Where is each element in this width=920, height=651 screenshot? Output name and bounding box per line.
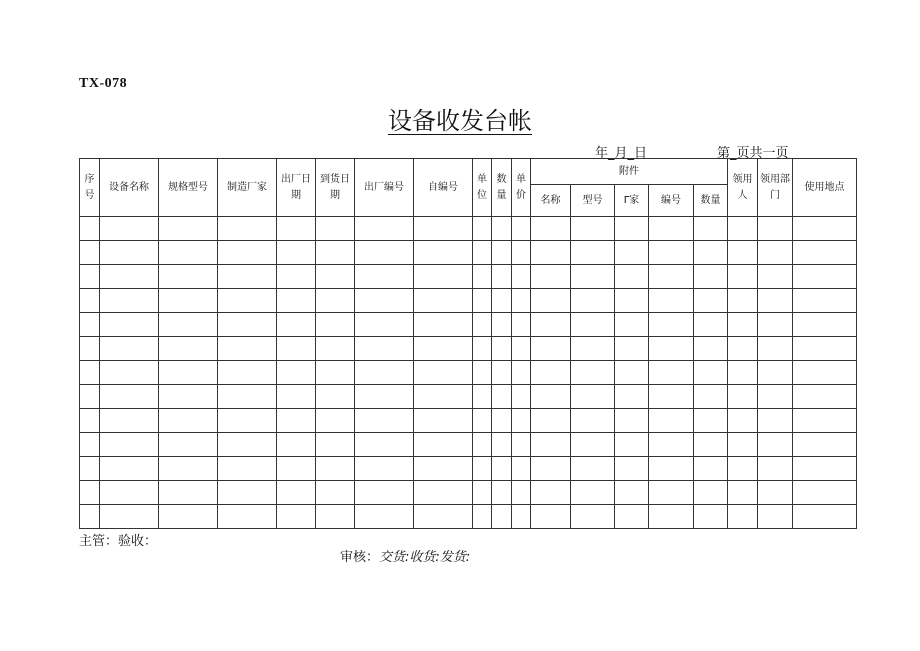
header-receiver: 领用人 <box>728 159 758 217</box>
table-cell[interactable] <box>758 457 793 481</box>
page-title <box>0 101 920 136</box>
table-cell[interactable] <box>159 433 218 457</box>
table-cell[interactable] <box>218 481 277 505</box>
header-equipment-name: 设备名称 <box>100 159 159 217</box>
header-location: 使用地点 <box>793 159 857 217</box>
table-cell[interactable] <box>492 289 512 313</box>
table-cell[interactable] <box>316 337 355 361</box>
table-cell[interactable] <box>758 385 793 409</box>
header-self-number: 自编号 <box>414 159 473 217</box>
table-cell[interactable] <box>615 505 649 529</box>
table-cell[interactable] <box>473 505 492 529</box>
table-cell[interactable] <box>694 313 728 337</box>
table-cell[interactable] <box>355 457 414 481</box>
table-cell[interactable] <box>473 241 492 265</box>
table-cell[interactable] <box>218 265 277 289</box>
table-cell[interactable] <box>492 337 512 361</box>
table-cell[interactable] <box>80 337 100 361</box>
table-cell[interactable] <box>218 457 277 481</box>
table-cell[interactable] <box>277 289 316 313</box>
footer-roles: 交货:收货:发货: <box>379 550 471 565</box>
table-cell[interactable] <box>728 265 758 289</box>
table-cell[interactable] <box>531 361 571 385</box>
table-cell[interactable] <box>355 289 414 313</box>
table-cell[interactable] <box>159 385 218 409</box>
table-cell[interactable] <box>159 217 218 241</box>
table-cell[interactable] <box>277 241 316 265</box>
table-cell[interactable] <box>100 505 159 529</box>
page-title-text: 设备收发台帐 <box>388 107 532 135</box>
table-cell[interactable] <box>414 217 473 241</box>
table-cell[interactable] <box>531 433 571 457</box>
table-cell[interactable] <box>80 481 100 505</box>
table-cell[interactable] <box>615 289 649 313</box>
table-cell[interactable] <box>414 313 473 337</box>
table-cell[interactable] <box>492 313 512 337</box>
table-cell[interactable] <box>512 241 531 265</box>
table-cell[interactable] <box>414 409 473 433</box>
header-arrival-date: 到货日期 <box>316 159 355 217</box>
table-cell[interactable] <box>571 289 615 313</box>
date-line: 年_月_日 <box>595 146 648 161</box>
table-cell[interactable] <box>80 265 100 289</box>
table-cell[interactable] <box>277 409 316 433</box>
table-cell[interactable] <box>80 457 100 481</box>
table-cell[interactable] <box>694 409 728 433</box>
table-cell[interactable] <box>512 361 531 385</box>
table-cell[interactable] <box>355 505 414 529</box>
table-cell[interactable] <box>571 457 615 481</box>
table-cell[interactable] <box>649 457 694 481</box>
table-cell[interactable] <box>414 337 473 361</box>
table-cell[interactable] <box>159 289 218 313</box>
table-cell[interactable] <box>492 241 512 265</box>
table-cell[interactable] <box>615 265 649 289</box>
table-cell[interactable] <box>355 433 414 457</box>
table-cell[interactable] <box>473 217 492 241</box>
table-cell[interactable] <box>80 433 100 457</box>
table-cell[interactable] <box>615 385 649 409</box>
table-cell[interactable] <box>793 289 857 313</box>
table-cell[interactable] <box>728 241 758 265</box>
table-cell[interactable] <box>100 385 159 409</box>
table-cell[interactable] <box>277 457 316 481</box>
table-cell[interactable] <box>728 361 758 385</box>
table-cell[interactable] <box>615 241 649 265</box>
table-cell[interactable] <box>571 433 615 457</box>
table-cell[interactable] <box>218 289 277 313</box>
table-cell[interactable] <box>100 433 159 457</box>
table-cell[interactable] <box>100 481 159 505</box>
table-cell[interactable] <box>80 289 100 313</box>
table-cell[interactable] <box>316 241 355 265</box>
table-cell[interactable] <box>512 313 531 337</box>
table-row <box>80 505 857 529</box>
table-cell[interactable] <box>80 217 100 241</box>
table-cell[interactable] <box>492 481 512 505</box>
table-cell[interactable] <box>694 217 728 241</box>
table-cell[interactable] <box>414 361 473 385</box>
header-acc-model: 型号 <box>571 185 615 217</box>
table-cell[interactable] <box>649 361 694 385</box>
table-cell[interactable] <box>355 481 414 505</box>
table-cell[interactable] <box>473 361 492 385</box>
table-cell[interactable] <box>512 289 531 313</box>
table-cell[interactable] <box>414 289 473 313</box>
ledger-table <box>79 158 857 529</box>
table-cell[interactable] <box>694 289 728 313</box>
table-cell[interactable] <box>793 385 857 409</box>
table-cell[interactable] <box>793 457 857 481</box>
table-cell[interactable] <box>649 409 694 433</box>
footer-reviewer-label: 审核： <box>340 550 380 565</box>
table-cell[interactable] <box>571 385 615 409</box>
header-acc-name: 名称 <box>531 185 571 217</box>
table-row <box>80 313 857 337</box>
table-row <box>80 361 857 385</box>
table-cell[interactable] <box>473 385 492 409</box>
table-cell[interactable] <box>615 433 649 457</box>
table-row <box>80 385 857 409</box>
ledger-body <box>80 217 857 529</box>
table-cell[interactable] <box>728 457 758 481</box>
table-cell[interactable] <box>355 361 414 385</box>
table-cell[interactable] <box>355 337 414 361</box>
table-cell[interactable] <box>473 433 492 457</box>
table-cell[interactable] <box>159 265 218 289</box>
table-cell[interactable] <box>277 385 316 409</box>
table-cell[interactable] <box>414 505 473 529</box>
table-cell[interactable] <box>531 457 571 481</box>
table-cell[interactable] <box>277 433 316 457</box>
table-cell[interactable] <box>758 241 793 265</box>
header-receiving-dept: 领用部门 <box>758 159 793 217</box>
table-cell[interactable] <box>793 409 857 433</box>
table-cell[interactable] <box>355 217 414 241</box>
table-cell[interactable] <box>531 409 571 433</box>
table-cell[interactable] <box>159 361 218 385</box>
table-cell[interactable] <box>414 481 473 505</box>
table-cell[interactable] <box>694 385 728 409</box>
header-acc-quantity: 数量 <box>694 185 728 217</box>
table-cell[interactable] <box>355 241 414 265</box>
table-cell[interactable] <box>793 241 857 265</box>
table-cell[interactable] <box>571 409 615 433</box>
table-cell[interactable] <box>316 505 355 529</box>
table-cell[interactable] <box>649 337 694 361</box>
table-cell[interactable] <box>571 241 615 265</box>
table-cell[interactable] <box>694 265 728 289</box>
table-cell[interactable] <box>473 313 492 337</box>
table-cell[interactable] <box>316 313 355 337</box>
table-cell[interactable] <box>512 505 531 529</box>
table-cell[interactable] <box>758 409 793 433</box>
table-cell[interactable] <box>277 217 316 241</box>
header-acc-factory: Γ家 <box>615 185 649 217</box>
table-cell[interactable] <box>159 409 218 433</box>
table-cell[interactable] <box>728 481 758 505</box>
table-row <box>80 457 857 481</box>
table-cell[interactable] <box>218 433 277 457</box>
table-cell[interactable] <box>531 337 571 361</box>
table-cell[interactable] <box>80 241 100 265</box>
header-spec-model: 规格型号 <box>159 159 218 217</box>
table-cell[interactable] <box>649 313 694 337</box>
table-cell[interactable] <box>492 385 512 409</box>
table-cell[interactable] <box>728 313 758 337</box>
table-cell[interactable] <box>758 313 793 337</box>
table-cell[interactable] <box>218 313 277 337</box>
table-cell[interactable] <box>316 385 355 409</box>
header-ship-date: 出厂日期 <box>277 159 316 217</box>
table-cell[interactable] <box>316 217 355 241</box>
table-cell[interactable] <box>492 361 512 385</box>
table-cell[interactable] <box>100 241 159 265</box>
table-cell[interactable] <box>615 409 649 433</box>
table-cell[interactable] <box>492 217 512 241</box>
table-cell[interactable] <box>100 337 159 361</box>
form-code: TX-078 <box>79 76 128 91</box>
table-cell[interactable] <box>758 433 793 457</box>
header-seq: 序号 <box>80 159 100 217</box>
table-cell[interactable] <box>100 217 159 241</box>
table-cell[interactable] <box>414 265 473 289</box>
table-cell[interactable] <box>218 385 277 409</box>
table-cell[interactable] <box>649 385 694 409</box>
table-row <box>80 289 857 313</box>
table-cell[interactable] <box>649 217 694 241</box>
table-row <box>80 337 857 361</box>
table-cell[interactable] <box>159 313 218 337</box>
table-cell[interactable] <box>615 217 649 241</box>
table-cell[interactable] <box>355 385 414 409</box>
table-cell[interactable] <box>159 241 218 265</box>
table-cell[interactable] <box>277 313 316 337</box>
table-cell[interactable] <box>218 505 277 529</box>
table-cell[interactable] <box>793 337 857 361</box>
table-cell[interactable] <box>758 505 793 529</box>
table-cell[interactable] <box>571 361 615 385</box>
table-cell[interactable] <box>694 361 728 385</box>
table-cell[interactable] <box>277 481 316 505</box>
table-cell[interactable] <box>758 481 793 505</box>
table-row <box>80 433 857 457</box>
table-cell[interactable] <box>316 433 355 457</box>
table-cell[interactable] <box>512 433 531 457</box>
table-cell[interactable] <box>758 217 793 241</box>
table-cell[interactable] <box>277 265 316 289</box>
table-cell[interactable] <box>100 289 159 313</box>
table-cell[interactable] <box>728 505 758 529</box>
table-cell[interactable] <box>694 505 728 529</box>
table-cell[interactable] <box>316 409 355 433</box>
header-unit: 单位 <box>473 159 492 217</box>
table-cell[interactable] <box>159 481 218 505</box>
table-cell[interactable] <box>100 361 159 385</box>
table-cell[interactable] <box>649 481 694 505</box>
table-cell[interactable] <box>159 457 218 481</box>
table-cell[interactable] <box>218 217 277 241</box>
table-cell[interactable] <box>512 457 531 481</box>
table-row <box>80 217 857 241</box>
table-cell[interactable] <box>571 217 615 241</box>
table-cell[interactable] <box>615 361 649 385</box>
table-cell[interactable] <box>80 409 100 433</box>
table-cell[interactable] <box>355 409 414 433</box>
table-cell[interactable] <box>512 409 531 433</box>
table-cell[interactable] <box>277 505 316 529</box>
table-cell[interactable] <box>473 409 492 433</box>
table-cell[interactable] <box>649 265 694 289</box>
table-cell[interactable] <box>316 265 355 289</box>
table-cell[interactable] <box>512 217 531 241</box>
table-cell[interactable] <box>694 457 728 481</box>
table-cell[interactable] <box>316 289 355 313</box>
table-cell[interactable] <box>100 265 159 289</box>
table-cell[interactable] <box>615 481 649 505</box>
table-cell[interactable] <box>649 241 694 265</box>
table-cell[interactable] <box>80 505 100 529</box>
table-cell[interactable] <box>571 337 615 361</box>
table-cell[interactable] <box>414 457 473 481</box>
table-cell[interactable] <box>277 361 316 385</box>
table-row <box>80 241 857 265</box>
table-cell[interactable] <box>100 409 159 433</box>
header-quantity: 数量 <box>492 159 512 217</box>
table-row <box>80 409 857 433</box>
table-cell[interactable] <box>758 265 793 289</box>
table-cell[interactable] <box>793 505 857 529</box>
table-cell[interactable] <box>758 337 793 361</box>
table-cell[interactable] <box>531 265 571 289</box>
table-cell[interactable] <box>531 289 571 313</box>
table-cell[interactable] <box>159 505 218 529</box>
table-cell[interactable] <box>531 313 571 337</box>
header-manufacturer: 制造厂家 <box>218 159 277 217</box>
header-unit-price: 单价 <box>512 159 531 217</box>
table-cell[interactable] <box>728 337 758 361</box>
header-acc-number: 编号 <box>649 185 694 217</box>
table-cell[interactable] <box>100 457 159 481</box>
table-cell[interactable] <box>531 217 571 241</box>
table-cell[interactable] <box>316 457 355 481</box>
table-cell[interactable] <box>728 433 758 457</box>
table-cell[interactable] <box>793 313 857 337</box>
table-cell[interactable] <box>758 289 793 313</box>
table-cell[interactable] <box>473 481 492 505</box>
table-cell[interactable] <box>615 457 649 481</box>
table-cell[interactable] <box>492 505 512 529</box>
table-cell[interactable] <box>728 217 758 241</box>
table-cell[interactable] <box>793 481 857 505</box>
table-cell[interactable] <box>512 385 531 409</box>
table-cell[interactable] <box>571 313 615 337</box>
table-cell[interactable] <box>316 481 355 505</box>
table-cell[interactable] <box>492 433 512 457</box>
table-cell[interactable] <box>571 265 615 289</box>
table-cell[interactable] <box>492 265 512 289</box>
table-cell[interactable] <box>218 337 277 361</box>
footer-signatures <box>340 546 470 565</box>
table-cell[interactable] <box>414 385 473 409</box>
table-cell[interactable] <box>793 361 857 385</box>
table-cell[interactable] <box>473 265 492 289</box>
table-cell[interactable] <box>571 481 615 505</box>
table-cell[interactable] <box>615 337 649 361</box>
table-cell[interactable] <box>355 313 414 337</box>
table-cell[interactable] <box>512 265 531 289</box>
table-cell[interactable] <box>159 337 218 361</box>
table-cell[interactable] <box>531 481 571 505</box>
table-cell[interactable] <box>512 337 531 361</box>
table-cell[interactable] <box>758 361 793 385</box>
table-cell[interactable] <box>694 481 728 505</box>
table-cell[interactable] <box>80 361 100 385</box>
table-cell[interactable] <box>414 241 473 265</box>
table-cell[interactable] <box>80 313 100 337</box>
table-cell[interactable] <box>531 505 571 529</box>
footer-supervisor-inspection: 主管：验收： <box>79 534 158 549</box>
table-cell[interactable] <box>615 313 649 337</box>
table-cell[interactable] <box>492 457 512 481</box>
header-factory-number: 出厂编号 <box>355 159 414 217</box>
table-cell[interactable] <box>355 265 414 289</box>
table-cell[interactable] <box>473 457 492 481</box>
table-cell[interactable] <box>728 385 758 409</box>
table-cell[interactable] <box>277 337 316 361</box>
table-cell[interactable] <box>492 409 512 433</box>
table-cell[interactable] <box>728 289 758 313</box>
page-number-line: 第_页共一页 <box>717 146 789 161</box>
table-cell[interactable] <box>218 361 277 385</box>
table-cell[interactable] <box>728 409 758 433</box>
table-cell[interactable] <box>473 289 492 313</box>
table-cell[interactable] <box>473 337 492 361</box>
table-cell[interactable] <box>218 409 277 433</box>
table-cell[interactable] <box>571 505 615 529</box>
table-cell[interactable] <box>649 289 694 313</box>
table-cell[interactable] <box>649 505 694 529</box>
table-cell[interactable] <box>512 481 531 505</box>
table-cell[interactable] <box>694 337 728 361</box>
table-cell[interactable] <box>316 361 355 385</box>
table-cell[interactable] <box>80 385 100 409</box>
table-row <box>80 481 857 505</box>
table-cell[interactable] <box>793 265 857 289</box>
table-cell[interactable] <box>793 217 857 241</box>
table-cell[interactable] <box>100 313 159 337</box>
table-cell[interactable] <box>218 241 277 265</box>
table-cell[interactable] <box>531 241 571 265</box>
table-cell[interactable] <box>793 433 857 457</box>
table-cell[interactable] <box>649 433 694 457</box>
table-cell[interactable] <box>694 241 728 265</box>
table-row <box>80 265 857 289</box>
table-cell[interactable] <box>694 433 728 457</box>
table-cell[interactable] <box>414 433 473 457</box>
table-cell[interactable] <box>531 385 571 409</box>
header-accessories: 附件 <box>531 159 728 185</box>
